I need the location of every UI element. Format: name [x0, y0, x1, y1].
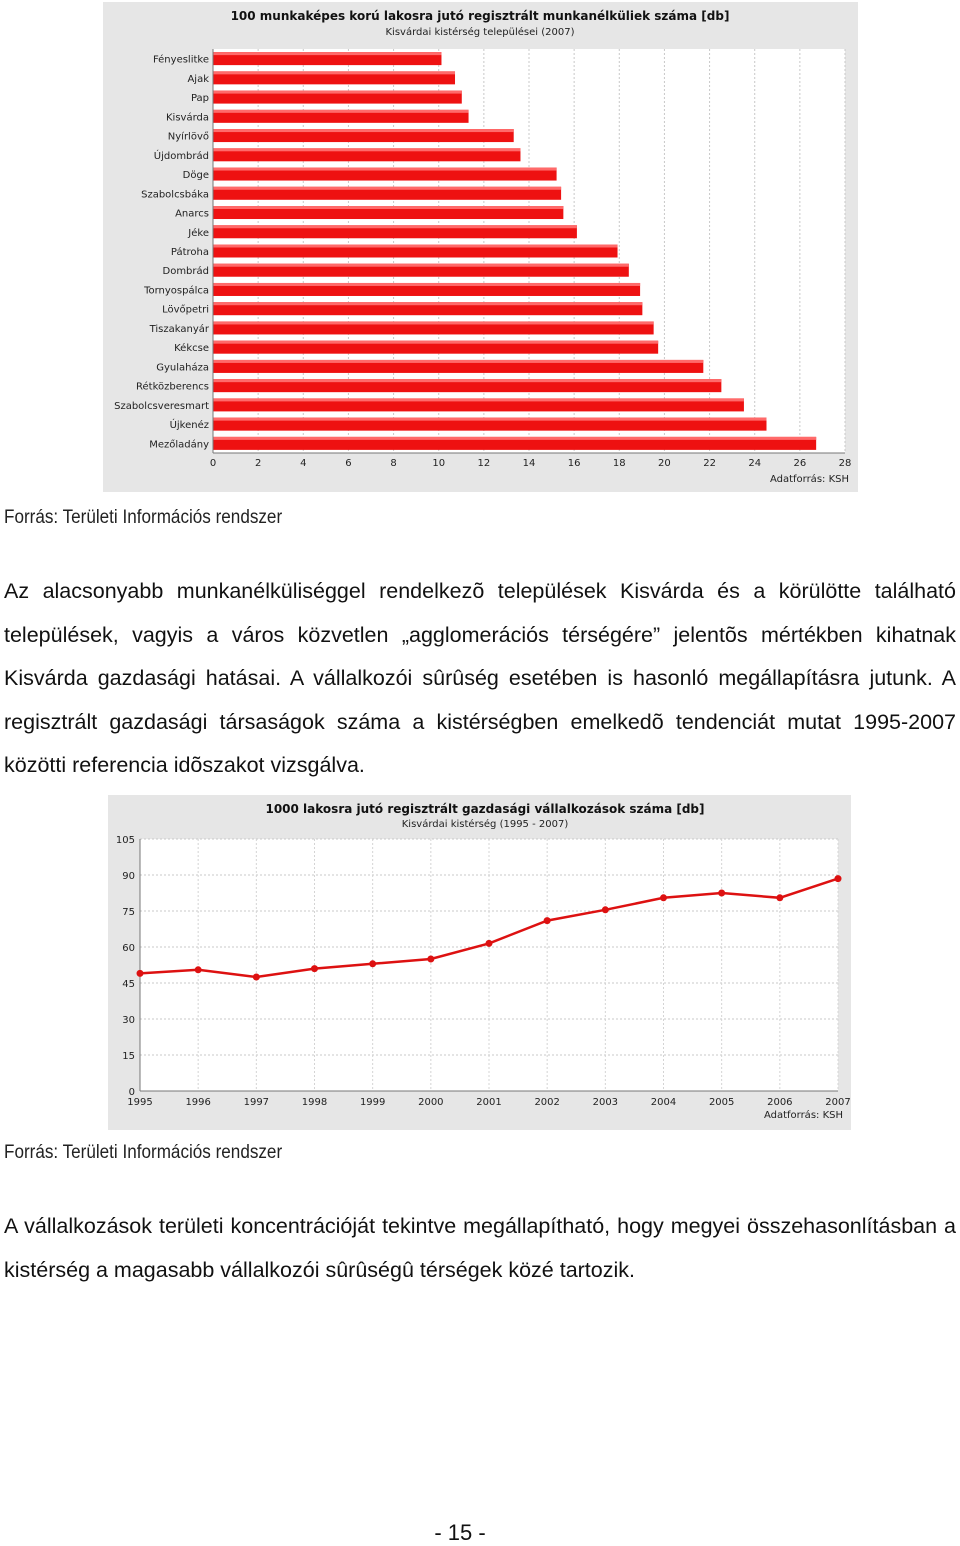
category-label: Szabolcsbáka: [141, 189, 209, 201]
x-tick-label: 2002: [534, 1097, 560, 1108]
chart-title: 1000 lakosra jutó regisztrált gazdasági vállalkozások száma [db]: [265, 802, 705, 816]
data-point: [660, 894, 667, 901]
category-label: Gyulaháza: [156, 362, 209, 374]
x-tick-label: 2001: [476, 1097, 502, 1108]
category-label: Tornyospálca: [144, 285, 209, 297]
bar-highlight: [214, 341, 659, 344]
bar-highlight: [214, 321, 654, 324]
y-tick-label: 60: [122, 943, 135, 954]
x-tick-label: 20: [658, 458, 671, 469]
x-tick-label: 1997: [243, 1097, 270, 1108]
bar-highlight: [214, 206, 564, 209]
x-tick-label: 24: [748, 458, 762, 469]
data-point: [718, 890, 725, 897]
category-label: Pap: [190, 93, 209, 105]
bar-highlight: [214, 379, 722, 382]
line-chart-svg: [108, 795, 851, 1130]
category-label: Anarcs: [175, 208, 209, 220]
bar-highlight: [214, 71, 456, 74]
y-tick-label: 75: [122, 907, 135, 918]
x-tick-label: 14: [522, 458, 536, 469]
category-label: Pátroha: [170, 247, 209, 258]
bar-highlight: [214, 225, 577, 228]
bar-highlight: [214, 187, 562, 190]
x-tick-label: 2007: [825, 1097, 851, 1108]
bar-chart-svg: [103, 2, 858, 492]
data-point: [776, 894, 783, 901]
bar-highlight: [214, 360, 704, 363]
paragraph-1: Az alacsonyabb munkanélküliséggel rendelkezõ települések Kisvárda és a körülötte található települések, vagyis a város közvetlen „agglomerációs térségére” jelentõs mértékben kihatnak Kisvárda gazdasági hatásai. A vállalkozói sûrûség esetében is hasonló megállapításra jutunk. A regisztrált gazdasági társaságok száma a kistérségben emelkedõ tendenciát mutat 1995-2007 közötti referencia idõszakot vizsgálva.: [4, 579, 956, 777]
bar-highlight: [214, 398, 744, 401]
category-label: Kisvárda: [165, 112, 209, 124]
page-number: - 15 -: [434, 1520, 486, 1545]
category-label: Nyírlövő: [167, 131, 209, 143]
chart-subtitle: Kisvárdai kistérség települései (2007): [385, 27, 575, 38]
bar-highlight: [214, 52, 442, 55]
source-caption-1: Forrás: Területi Információs rendszer: [4, 507, 283, 528]
paragraph-2: A vállalkozások területi koncentrációját tekintve megállapítható, hogy megyei összehasonlításban a kistérség a magasabb vállalkozói sûrûségû térségek közé tartozik.: [4, 1214, 956, 1282]
y-tick-label: 105: [115, 835, 135, 846]
category-label: Dombrád: [162, 266, 209, 278]
category-label: Döge: [182, 170, 209, 182]
data-point: [835, 875, 842, 882]
x-tick-label: 8: [390, 458, 397, 469]
data-point: [602, 906, 609, 913]
bar-highlight: [214, 245, 618, 248]
x-tick-label: 16: [567, 458, 581, 469]
bar-highlight: [214, 91, 462, 94]
x-tick-label: 6: [345, 458, 352, 469]
unemployment-bar-chart: [103, 2, 858, 492]
x-tick-label: 0: [209, 458, 217, 469]
data-source-note: Adatforrás: KSH: [763, 1110, 843, 1121]
data-point: [369, 960, 376, 967]
x-tick-label: 1998: [301, 1097, 328, 1108]
bar-highlight: [214, 283, 641, 286]
category-label: Ajak: [187, 73, 209, 85]
bar-highlight: [214, 437, 817, 440]
data-point: [544, 917, 551, 924]
x-tick-label: 10: [432, 458, 446, 469]
x-tick-label: 1996: [185, 1097, 211, 1108]
enterprises-line-chart: [108, 795, 851, 1130]
y-tick-label: 90: [122, 871, 135, 882]
category-label: Jéke: [188, 227, 209, 239]
category-label: Újdombrád: [153, 150, 209, 162]
data-point: [311, 965, 318, 972]
data-source-note: Adatforrás: KSH: [769, 474, 849, 485]
x-tick-label: 2000: [418, 1097, 444, 1108]
data-point: [137, 970, 144, 977]
data-point: [427, 956, 434, 963]
category-label: Fényeslitke: [152, 54, 209, 66]
category-label: Rétközberencs: [136, 381, 209, 393]
category-label: Szabolcsveresmart: [114, 400, 209, 412]
data-point: [486, 940, 493, 947]
bar-highlight: [214, 418, 767, 421]
category-label: Újkenéz: [169, 420, 209, 432]
bar-highlight: [214, 168, 557, 171]
x-tick-label: 2004: [650, 1097, 677, 1108]
x-tick-label: 18: [612, 458, 626, 469]
y-tick-label: 15: [122, 1051, 135, 1062]
y-tick-label: 0: [128, 1087, 135, 1098]
x-tick-label: 26: [793, 458, 807, 469]
y-tick-label: 45: [122, 979, 135, 990]
x-tick-label: 2003: [592, 1097, 619, 1108]
bar-highlight: [214, 264, 629, 267]
x-tick-label: 2: [254, 458, 262, 469]
data-point: [253, 974, 260, 981]
x-tick-label: 12: [477, 458, 491, 469]
bar-highlight: [214, 148, 521, 151]
x-tick-label: 22: [703, 458, 716, 469]
bar-highlight: [214, 110, 469, 113]
x-tick-label: 2006: [767, 1097, 793, 1108]
bar-highlight: [214, 129, 514, 132]
x-tick-label: 28: [838, 458, 852, 469]
category-label: Lövőpetri: [162, 304, 209, 316]
x-tick-label: 4: [300, 458, 307, 469]
chart-subtitle: Kisvárdai kistérség (1995 - 2007): [401, 819, 569, 830]
chart-title: 100 munkaképes korú lakosra jutó regisztrált munkanélküliek száma [db]: [230, 9, 730, 23]
category-label: Tiszakanyár: [149, 323, 209, 335]
bar-highlight: [214, 302, 643, 305]
y-tick-label: 30: [122, 1015, 135, 1026]
source-caption-2: Forrás: Területi Információs rendszer: [4, 1142, 283, 1163]
x-tick-label: 1999: [359, 1097, 386, 1108]
x-tick-label: 2005: [708, 1097, 735, 1108]
data-point: [195, 966, 202, 973]
category-label: Mezőladány: [149, 439, 209, 451]
category-label: Kékcse: [174, 343, 209, 355]
x-tick-label: 1995: [127, 1097, 153, 1108]
